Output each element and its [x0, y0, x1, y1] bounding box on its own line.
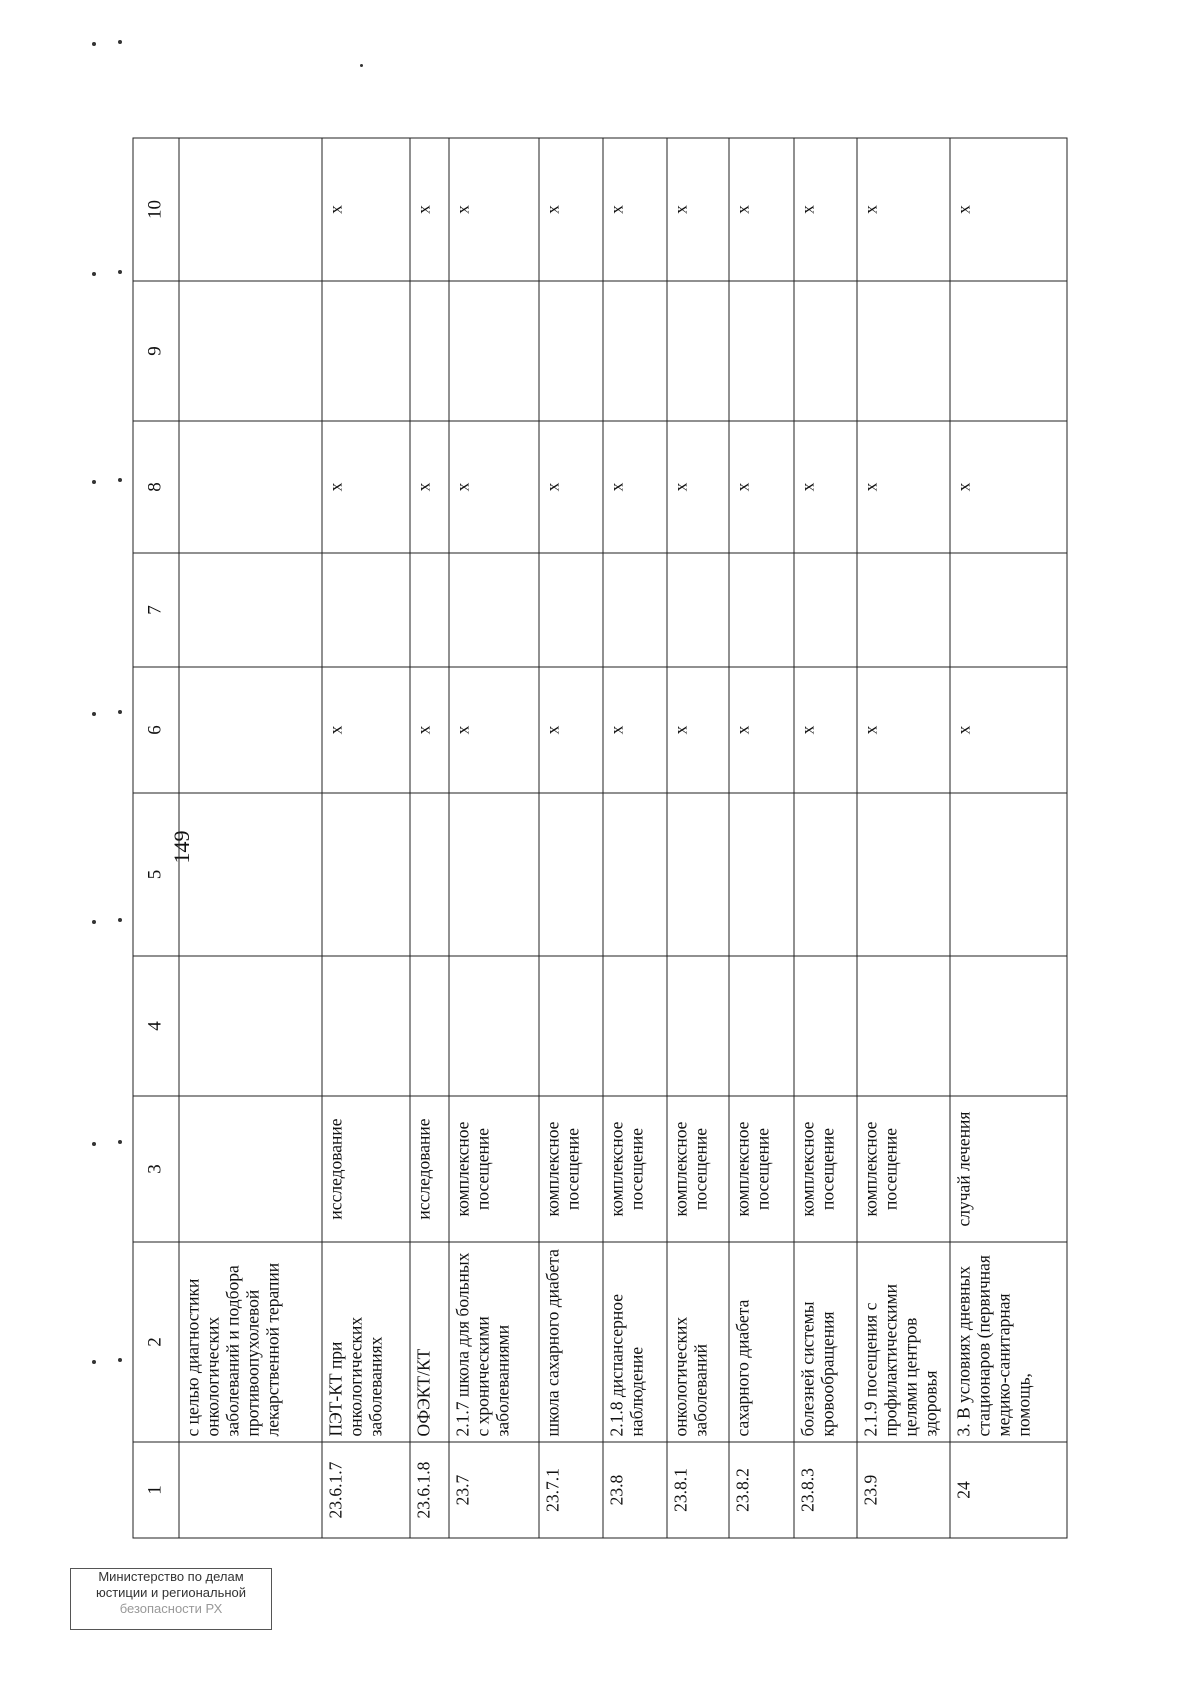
speck-dot — [118, 710, 122, 714]
row-cell-10: х — [794, 138, 857, 281]
row-cell-7 — [857, 553, 950, 667]
row-cell-6: х — [449, 667, 539, 793]
row-number-cell: 23.8 — [603, 1442, 667, 1538]
row-cell-10: х — [603, 138, 667, 281]
row-name-cell: сахарного диабета — [729, 1242, 794, 1442]
stamp-line: Министерство по делам — [98, 1569, 244, 1584]
row-name-cell: онкологических заболеваний — [667, 1242, 730, 1442]
row-cell-6 — [179, 667, 323, 793]
row-cell-9 — [179, 281, 323, 421]
table-row — [410, 138, 448, 1538]
table-row — [539, 138, 603, 1538]
row-cell-4 — [950, 956, 1067, 1096]
header-cell: 5 — [133, 793, 179, 956]
row-cell-9 — [603, 281, 667, 421]
row-cell-7 — [449, 553, 539, 667]
table-row — [322, 138, 410, 1538]
row-cell-6: х — [539, 667, 603, 793]
row-name-cell: с целью диагностики онкологических заболеваний и подбора противоопухолевой лекарственной терапии — [179, 1242, 323, 1442]
header-cell: 7 — [133, 553, 179, 667]
row-cell-10: х — [410, 138, 448, 281]
row-cell-9 — [857, 281, 950, 421]
row-name-cell: болезней системы кровообращения — [794, 1242, 857, 1442]
rotated-table-wrapper — [133, 138, 1068, 1538]
row-cell-4 — [449, 956, 539, 1096]
table-row — [449, 138, 539, 1538]
row-cell-7 — [539, 553, 603, 667]
header-cell: 9 — [133, 281, 179, 421]
row-cell-6: х — [857, 667, 950, 793]
row-cell-4 — [603, 956, 667, 1096]
row-cell-6: х — [950, 667, 1067, 793]
row-number-cell: 24 — [950, 1442, 1067, 1538]
table-row — [857, 138, 950, 1538]
row-cell-4 — [179, 956, 323, 1096]
table-row — [603, 138, 667, 1538]
table-row — [794, 138, 857, 1538]
stamp-line: безопасности РХ — [119, 1601, 223, 1616]
row-cell-5 — [539, 793, 603, 956]
speck-dot — [118, 1140, 122, 1144]
row-cell-4 — [667, 956, 730, 1096]
page-number: 149 — [169, 830, 194, 864]
row-cell-10: х — [539, 138, 603, 281]
row-unit-cell: комплексное посещение — [857, 1096, 950, 1242]
speck-dot — [92, 920, 96, 924]
row-cell-4 — [729, 956, 794, 1096]
row-name-cell: 2.1.8 диспансерное наблюдение — [603, 1242, 667, 1442]
row-cell-9 — [410, 281, 448, 421]
row-cell-7 — [950, 553, 1067, 667]
row-cell-5 — [322, 793, 410, 956]
speck-dot — [92, 42, 96, 46]
row-number-cell: 23.8.1 — [667, 1442, 730, 1538]
speck-dot — [118, 478, 122, 482]
stamp-line: юстиции и региональной — [95, 1585, 247, 1600]
row-cell-6: х — [603, 667, 667, 793]
speck-dot — [92, 1360, 96, 1364]
speck-dot — [92, 1142, 96, 1146]
speck-dot — [360, 64, 363, 67]
row-cell-7 — [729, 553, 794, 667]
row-cell-8: х — [449, 421, 539, 553]
row-unit-cell: комплексное посещение — [449, 1096, 539, 1242]
row-cell-6: х — [410, 667, 448, 793]
ministry-stamp — [70, 1568, 272, 1630]
row-number-cell: 23.6.1.7 — [322, 1442, 410, 1538]
row-name-cell: 3. В условиях дневных стационаров (первичная медико-санитарная помощь, — [950, 1242, 1067, 1442]
row-cell-9 — [950, 281, 1067, 421]
header-cell: 10 — [133, 138, 179, 281]
row-cell-5 — [667, 793, 730, 956]
row-unit-cell: комплексное посещение — [729, 1096, 794, 1242]
speck-dot — [118, 918, 122, 922]
header-cell: 2 — [133, 1242, 179, 1442]
row-cell-8: х — [539, 421, 603, 553]
row-cell-7 — [322, 553, 410, 667]
table-row — [179, 138, 323, 1538]
row-unit-cell: комплексное посещение — [603, 1096, 667, 1242]
row-number-cell — [179, 1442, 323, 1538]
row-name-cell: 2.1.9 посещения с профилактическими целями центров здоровья — [857, 1242, 950, 1442]
row-cell-10: х — [857, 138, 950, 281]
row-cell-5 — [729, 793, 794, 956]
speck-dot — [92, 712, 96, 716]
row-name-cell: ОФЭКТ/КТ — [410, 1242, 448, 1442]
row-cell-8: х — [950, 421, 1067, 553]
row-cell-4 — [857, 956, 950, 1096]
row-cell-7 — [179, 553, 323, 667]
row-cell-10: х — [322, 138, 410, 281]
row-cell-6: х — [667, 667, 730, 793]
row-cell-10: х — [729, 138, 794, 281]
row-cell-9 — [794, 281, 857, 421]
row-cell-5 — [179, 793, 323, 956]
speck-dot — [92, 272, 96, 276]
row-cell-8: х — [410, 421, 448, 553]
tariff-table — [133, 137, 1068, 1538]
row-cell-9 — [322, 281, 410, 421]
row-name-cell: школа сахарного диабета — [539, 1242, 603, 1442]
row-cell-4 — [794, 956, 857, 1096]
row-cell-8: х — [729, 421, 794, 553]
speck-dot — [118, 40, 122, 44]
row-cell-5 — [794, 793, 857, 956]
header-cell: 3 — [133, 1096, 179, 1242]
row-cell-6: х — [729, 667, 794, 793]
row-unit-cell — [179, 1096, 323, 1242]
row-cell-8: х — [603, 421, 667, 553]
row-number-cell: 23.8.2 — [729, 1442, 794, 1538]
header-cell: 6 — [133, 667, 179, 793]
row-cell-8: х — [794, 421, 857, 553]
row-name-cell: 2.1.7 школа для больных с хроническими заболеваниями — [449, 1242, 539, 1442]
row-cell-8: х — [667, 421, 730, 553]
row-number-cell: 23.7 — [449, 1442, 539, 1538]
row-cell-10: х — [449, 138, 539, 281]
row-number-cell: 23.6.1.8 — [410, 1442, 448, 1538]
row-number-cell: 23.7.1 — [539, 1442, 603, 1538]
row-number-cell: 23.9 — [857, 1442, 950, 1538]
row-cell-10 — [179, 138, 323, 281]
row-cell-8: х — [322, 421, 410, 553]
row-cell-6: х — [794, 667, 857, 793]
row-cell-7 — [794, 553, 857, 667]
row-cell-5 — [449, 793, 539, 956]
row-unit-cell: исследование — [410, 1096, 448, 1242]
row-unit-cell: исследование — [322, 1096, 410, 1242]
row-cell-9 — [667, 281, 730, 421]
row-unit-cell: комплексное посещение — [667, 1096, 730, 1242]
row-cell-4 — [410, 956, 448, 1096]
speck-dot — [118, 270, 122, 274]
table-row — [667, 138, 730, 1538]
row-cell-8 — [179, 421, 323, 553]
row-cell-5 — [950, 793, 1067, 956]
table-header-row — [133, 138, 179, 1538]
row-cell-9 — [729, 281, 794, 421]
row-cell-8: х — [857, 421, 950, 553]
row-number-cell: 23.8.3 — [794, 1442, 857, 1538]
table-row — [729, 138, 794, 1538]
row-cell-9 — [539, 281, 603, 421]
table-row — [950, 138, 1067, 1538]
row-cell-10: х — [667, 138, 730, 281]
header-cell: 8 — [133, 421, 179, 553]
row-cell-5 — [603, 793, 667, 956]
row-cell-7 — [603, 553, 667, 667]
row-cell-4 — [539, 956, 603, 1096]
row-unit-cell: комплексное посещение — [539, 1096, 603, 1242]
header-cell: 4 — [133, 956, 179, 1096]
row-cell-7 — [667, 553, 730, 667]
row-cell-5 — [857, 793, 950, 956]
row-cell-10: х — [950, 138, 1067, 281]
row-cell-4 — [322, 956, 410, 1096]
row-name-cell: ПЭТ-КТ при онкологических заболеваниях — [322, 1242, 410, 1442]
row-cell-6: х — [322, 667, 410, 793]
row-unit-cell: случай лечения — [950, 1096, 1067, 1242]
row-cell-5 — [410, 793, 448, 956]
speck-dot — [92, 480, 96, 484]
speck-dot — [118, 1358, 122, 1362]
header-cell: 1 — [133, 1442, 179, 1538]
row-cell-7 — [410, 553, 448, 667]
row-unit-cell: комплексное посещение — [794, 1096, 857, 1242]
row-cell-9 — [449, 281, 539, 421]
